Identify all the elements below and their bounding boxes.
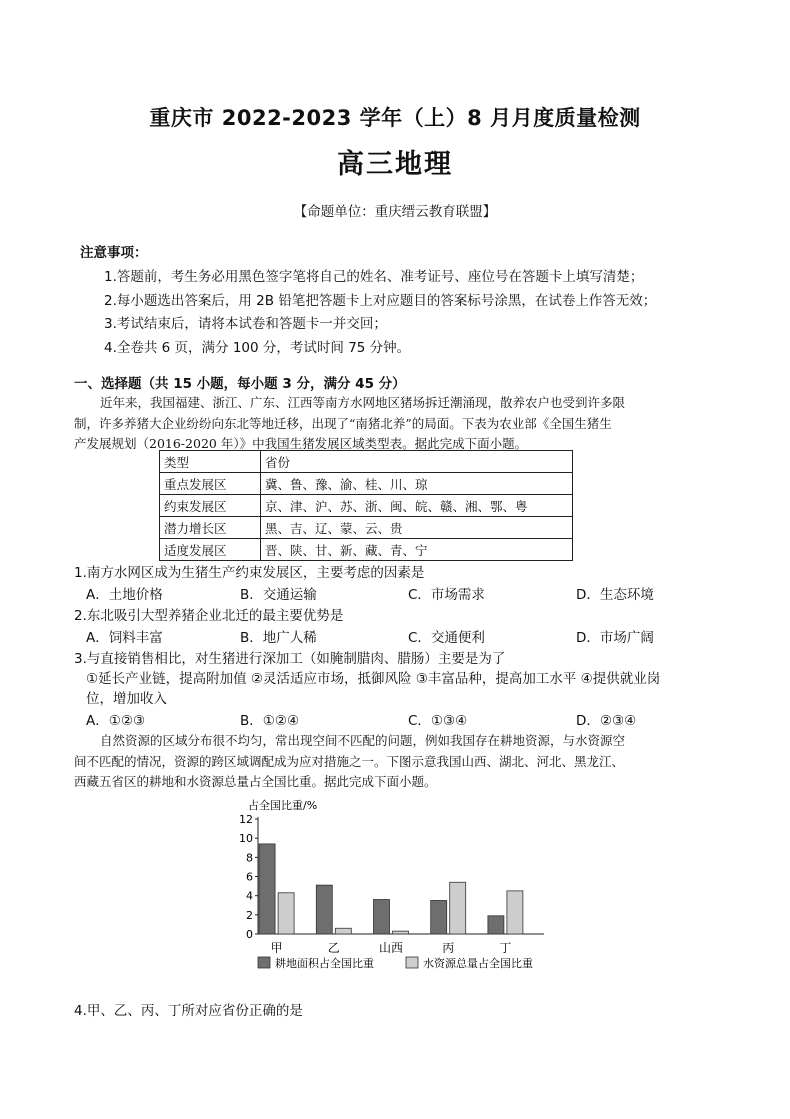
table-row [160, 495, 573, 517]
y-tick-label: 10 [239, 832, 253, 846]
table-cell: 京、津、沪、苏、浙、闽、皖、赣、湘、鄂、粤 [261, 495, 573, 517]
table-cell: 约束发展区 [160, 495, 261, 517]
x-tick-label: 乙 [327, 941, 340, 955]
x-tick-label: 丙 [442, 941, 455, 955]
q2-option-c[interactable]: C．交通便利 [408, 630, 485, 646]
y-tick-label: 8 [246, 851, 253, 865]
y-tick-label: 6 [246, 870, 253, 884]
table-cell: 黑、吉、辽、蒙、云、贵 [261, 517, 573, 539]
notice-item: 2.每小题选出答案后，用 2B 铅笔把答题卡上对应题目的答案标号涂黑，在试卷上作答无效； [104, 293, 657, 309]
legend-swatch [258, 957, 270, 968]
resource-share-chart [210, 795, 570, 985]
table-row [160, 517, 573, 539]
chart-bars [259, 844, 523, 934]
y-axis-title: 占全国比重/% [248, 799, 318, 812]
y-tick-label: 2 [246, 908, 253, 922]
question-3-statements-cont: 位，增加收入 [86, 691, 167, 707]
x-tick-label: 甲 [270, 941, 283, 955]
notice-item: 1.答题前，考生务必用黑色签字笔将自己的姓名、准考证号、座位号在答题卡上填写清楚； [104, 269, 644, 285]
notice-heading: 注意事项： [80, 245, 148, 261]
q1-option-a[interactable]: A．土地价格 [86, 587, 163, 603]
exam-unit: 【命题单位：重庆缙云教育联盟】 [293, 204, 497, 220]
legend-label: 水资源总量占全国比重 [423, 957, 533, 970]
q3-option-a[interactable]: A．①②③ [86, 713, 146, 729]
question-stem-2: 2.东北吸引大型养猪企业北迁的最主要优势是 [74, 608, 344, 624]
q2-option-b[interactable]: B．地广人稀 [240, 630, 317, 646]
question-stem-1: 1.南方水网区成为生猪生产约束发展区，主要考虑的因素是 [74, 565, 425, 581]
bar [278, 893, 294, 934]
passage-line: 制，许多养猪大企业纷纷向东北等地迁移，出现了“南猪北养”的局面。下表为农业部《全国生猪生 [74, 416, 612, 431]
table-header-cell: 省份 [261, 451, 573, 473]
bar [393, 931, 409, 934]
q1-option-c[interactable]: C．市场需求 [408, 587, 485, 603]
table-cell: 适度发展区 [160, 539, 261, 561]
bar [335, 928, 351, 934]
passage-line: 近年来，我国福建、浙江、广东、江西等南方水网地区猪场拆迁潮涌现，散养农户也受到许多限 [100, 395, 626, 410]
q1-option-b[interactable]: B．交通运输 [240, 587, 317, 603]
bar [507, 891, 523, 934]
bar [431, 900, 447, 934]
x-tick-label: 山西 [378, 941, 404, 955]
q2-option-d[interactable]: D．市场广阔 [576, 630, 654, 646]
bar [374, 900, 390, 935]
table-cell: 潜力增长区 [160, 517, 261, 539]
question-3-statements: ①延长产业链，提高附加值 ②灵活适应市场，抵御风险 ③丰富品种，提高加工水平 ④提供就业岗 [86, 671, 661, 687]
bar [488, 916, 504, 934]
passage-line: 自然资源的区域分布很不均匀，常出现空间不匹配的问题，例如我国存在耕地资源，与水资源空 [100, 733, 626, 748]
exam-subject: 高三地理 [337, 149, 453, 180]
legend-label: 耕地面积占全国比重 [275, 957, 374, 970]
table-cell: 冀、鲁、豫、渝、桂、川、琼 [261, 473, 573, 495]
legend-swatch [406, 957, 418, 968]
bar [450, 882, 466, 934]
y-tick-label: 0 [246, 928, 253, 941]
q3-option-c[interactable]: C．①③④ [408, 713, 468, 729]
exam-title: 重庆市 2022-2023 学年（上）8 月月度质量检测 [149, 106, 641, 130]
passage-line: 西藏五省区的耕地和水资源总量占全国比重。据此完成下面小题。 [74, 774, 437, 789]
bar [316, 885, 332, 934]
q1-option-d[interactable]: D．生态环境 [576, 587, 654, 603]
table-cell: 重点发展区 [160, 473, 261, 495]
question-stem-3: 3.与直接销售相比，对生猪进行深加工（如腌制腊肉、腊肠）主要是为了 [74, 651, 506, 667]
table-cell: 晋、陕、甘、新、藏、青、宁 [261, 539, 573, 561]
passage-line: 产发展规划（2016-2020 年）》中我国生猪发展区域类型表。据此完成下面小题。 [74, 436, 528, 451]
y-tick-label: 4 [246, 889, 253, 903]
q3-option-b[interactable]: B．①②④ [240, 713, 300, 729]
notice-item: 3.考试结束后，请将本试卷和答题卡一并交回； [104, 316, 387, 332]
q2-option-a[interactable]: A．饲料丰富 [86, 630, 163, 646]
table-header-row [160, 451, 573, 473]
passage-line: 间不匹配的情况，资源的跨区域调配成为应对措施之一。下图示意我国山西、湖北、河北、黑龙江、 [74, 754, 625, 769]
table-row [160, 473, 573, 495]
chart-legend [258, 956, 533, 970]
notice-item: 4.全卷共 6 页，满分 100 分，考试时间 75 分钟。 [104, 340, 411, 356]
q3-option-d[interactable]: D．②③④ [576, 713, 637, 729]
x-tick-label: 丁 [499, 941, 512, 955]
table-header-cell: 类型 [160, 451, 261, 473]
y-tick-label: 12 [239, 813, 253, 826]
bar [259, 844, 275, 934]
question-stem-4: 4.甲、乙、丙、丁所对应省份正确的是 [74, 1003, 303, 1019]
section-heading: 一、选择题（共 15 小题，每小题 3 分，满分 45 分） [74, 376, 406, 392]
table-row [160, 539, 573, 561]
region-type-table [159, 450, 573, 561]
